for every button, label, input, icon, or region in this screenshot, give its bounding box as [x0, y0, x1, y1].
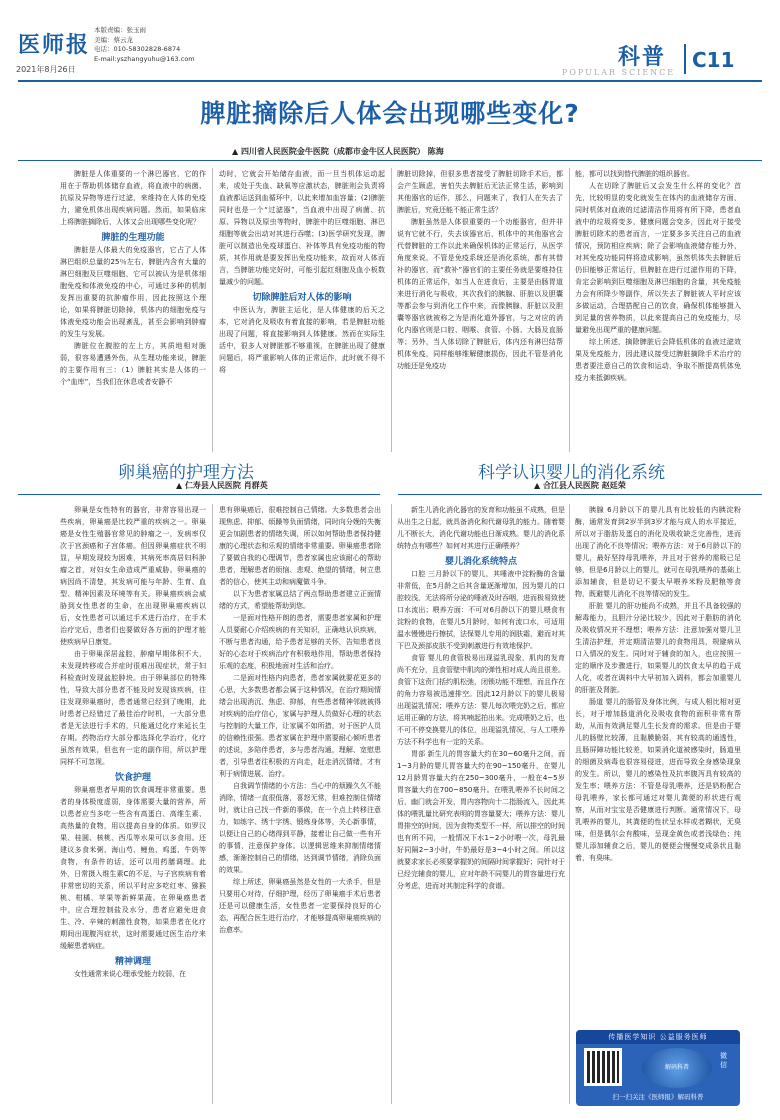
column-divider [569, 168, 570, 452]
subhead: 切除脾脏后对人体的影响 [252, 293, 352, 303]
paragraph: 脾脏是人体重要的一个淋巴器官，它的作用在于帮助机体储存血液，将血液中的病菌、抗原及异物等进行过滤，来维持在人体的免疫力，避免机体出现疾病问题。然而，如果临床上将脾脏摘除后，人体又会出现哪些变化呢？ [60, 170, 206, 226]
ad-side-label: 微信 [720, 1052, 727, 1069]
paragraph: 动时，它就会开始储存血液，而一旦当机体运动起来，或处于失血、缺氧等应激状态，脾脏则会负责将血液都运送到血循环中，以此来增加血容量；(2)脾脏同时也是一个“过滤器”，当血液中出现了病菌、抗原、异物以及原虫等物时，脾脏中的巨噬细胞、淋巴细胞等就会出动对其进行吞噬；(3)医学研究发现，脾脏可以制造出免疫球蛋白、补体等具有免疫功能的物质，其作用就是要发挥出免疫功能来，故而对人体而言，当脾脏功能完好时，可能引起红细胞及血小板数量减少的问题。 [219, 170, 385, 286]
issue-date: 2021年8月26日 [16, 65, 76, 74]
article2-rule [18, 494, 380, 495]
masthead-rule [18, 80, 762, 82]
paragraph: 脾脏切除掉，但很多患者接受了脾脏切除手术后，都会产生顾虑，害怕失去脾脏后无法正常生活，影响到其他器官的运作，那么，问题来了，我们人在失去了脾脏后，究竟还能不能正常生活？ [397, 170, 563, 214]
article1-column-3 [397, 168, 563, 452]
paragraph: 胰腺 6月龄以下的婴儿具有比较低的内胰淀粉酶，通常发育到2岁半到3岁才能与成人的水平接近，所以对于脂肪及蛋白的消化及吸收缺乏完善性，进而出现了消化不良等情况；喂养方法：对于6月龄以下的婴儿，最好坚持母乳喂养，并且对于营养的需吸已足够，但是6月龄以上的婴儿，就可在母乳喂养的基础上添加辅食，但是切记不要太早喂养米粉及肥粮等食物，既避婴儿消化不良等情况的发生。 [575, 506, 741, 598]
article3-column-1 [397, 504, 565, 1104]
article2-byline: ▲ 仁寿县人民医院 肖群英 [176, 481, 268, 490]
email: E-mail:yszhangyuhu@163.com [94, 54, 195, 63]
ad-logo-text: 解码科普 [664, 1064, 689, 1071]
article1-column-2 [219, 168, 385, 452]
article2-column-2 [219, 504, 381, 1104]
column-divider [391, 168, 392, 452]
paragraph: 肝脏 婴儿的肝功能尚不成熟，并且不具备较强的解毒能力，且胆汁分泌比较少，因此对于脂肪的消化及吸收情况并不理想；喂养方法：注意加强对婴儿卫生清洁护理，并定期清洁婴儿的食物用具，规避病从口入情况的发生。同时对于辅食的加入，也应按照一定的顺序及步骤进行，如果婴儿的饮食太早的趋于成人化，或者在调料中大早初加入调料，都会加重婴儿的肝脏及肾脏。 [575, 602, 741, 694]
paragraph: 一是面对性格开朗的患者，需要患者家属和护理人员要耐心介绍疾病的有关知识，正确地认识疾病，不断与患者沟通，给予患者足够的关怀，告知患者良好的心态对于疾病治疗有积极地作用，帮助患者保持乐观的态度，积极地面对生活和治疗。 [219, 614, 381, 670]
editor-line: 本版责编：张玉雨 [94, 26, 146, 34]
editor-line-2: 美编：蔡云龙 [94, 35, 133, 44]
paragraph: 人在切除了脾脏后又会发生什么样的变化？首先，比较明显的变化就发生在体内的血液储存方面，同时机体对血液的过滤清洁作用将有所下降，患者血液中的垃圾将变多，健康问题会变多，因此对于接受脾脏切除术的患者而言，一定要多多关注自己的血液情况，预防相应疾病；除了会影响血液储存能力外，对其免疫功能同样将造成影响，虽然机体失去脾脏后仍旧能够正常运行，但脾脏在进行过滤作用的下降，肯定会影响到巨噬细胞及淋巴细胞的含量，其免疫能力会有所降少等副作，所以失去了脾脏被人平时应该多做运动，合理搭配自己的饮食，确保机体能够摄入到足量的营养物质，以此来提高自己的免疫能力，尽量避免出现严重的健康问题。 [575, 182, 741, 334]
newspaper-logo: 医师报 [18, 32, 91, 58]
paragraph: 二是面对性格内向患者，患者家属就要花更多的心思，大多数患者都会属于这种情况，在治疗期间情绪会出现消沉、焦虑、抑郁，有些患者精神邻就被得对疾病的治疗信心，家属与护理人员做好心理的状态与控制的大量工作，让家属不如所措，对于医护人员的信赖性很强。患者家属在护理中需要耐心倾听患者的述说，多陪伴患者，多与患者沟通，理解、宽慰患者，引导患者往积极的方向走，赶走消沉情绪，才有利于病情进展、治疗。 [219, 674, 381, 778]
paragraph: 女性通常来说心理承受能力较弱，在 [74, 970, 186, 978]
paragraph: 能，都可以找到替代脾脏的组织器官。 [575, 170, 694, 178]
paragraph: 肠道 婴儿的肠管及身体比例，与成人相比相对更长，对于增加肠道消化及吸收食物的面积非常有帮助，从而有效满足婴儿生长发育的需求。但是由于婴儿的肠壁比较薄，且黏膜脆弱，其有较高的通透性，且肠屏障功能比较差，如果消化道被感染时，肠道里的细菌及病毒也很容易侵进，进而导致全身感染现象的发生。所以，婴儿的感染性及抗率腹泻具有较高的发生率；喂养方法：不管是母乳喂养，还是奶粉配合母乳喂养，家长都可通过对婴儿粪便的形状进行观察，从而对宝宝是否健康进行判断。通常情况下，母乳喂养的婴儿，其粪便的性状呈水样或者糊状，无臭味，但是偶尔会有酸味，呈现金黄色或者浅绿色；纯婴儿添加辅食之后，婴儿的便便会慢慢变成条状且黏着，有臭味。 [575, 698, 741, 862]
paragraph: 以下为患者家属总结了两点帮助患者建立正面情绪的方式，希望能帮助到您。 [219, 590, 381, 610]
qr-code-icon[interactable] [584, 1048, 622, 1086]
paragraph: 胃部 新生儿的胃容量大约在30~60毫升之间，而1~3月龄的婴儿胃容量大约在90~150毫升，在婴儿12月龄胃容量大约在250~300毫升，一般在4~5岁胃容量大约在700~850毫升。在喂乳喂养不长时间之后，幽门就会开发，胃内容物向十二指肠流入，因此其体的喂乳量比研究表明的胃容量要大；喂养方法：婴儿胃排空的时间，因为食物类型不一样，所以排空的时间也有所不同，一般情况下水1~2小时喂一次，母乳最好同隔2~3小时，牛奶最好是3~4小时之间。所以这就要求家长必须要掌握奶的间隔时间掌握好；同针对于已经完辅食的婴儿，应对年龄不同婴儿的胃容量进行充分考虑，进而对其制定科学的食谱。 [397, 750, 565, 890]
paragraph: 口腔 三月龄以下的婴儿，其唾液中淀粉酶的含量非常低，在5月龄之后其含量逐渐增加，因为婴儿的口腔较浅，无法将所分泌的唾液及时吞咽，进而极易致使口水流出；喂养方面：不可对6月龄以下的婴儿喂食有淀粉的食物，在婴儿5月龄时，如何有流口水，可适用温水慢慢进行擦拭，法保婴儿专用的润肤霜，避而对其下巴及颈部皮肤不受到刺激进行有效地保护。 [397, 570, 565, 650]
paragraph: 脾脏虽然是人体很重要的一个功能器官，但并非说有它就不行，失去该器官后，机体中的其他器官会代替脾脏的工作以此来确保机体的正常运行，从医学角度来说，不管是免疫系统还是消化系统，都有其替补的器官，而“救补”器官们的主要任务就是要维持住机体的正常运作，如当人在进食后，主要是由肠胃道来进行消化与吸收，其次我们的胰腺、肝脏以及胆囊等都会参与到消化工作中来，而像胰腺、肝脏以及胆囊等器官就被称之为是消化道外器官，与之对应的消化内器官则是口腔、咽喉、食管、小肠、大肠及直肠等；另外，当人体切除了脾脏后，体内还有淋巴结帮机体免疫，同样能够维解健康损伤，因此不管是消化功能还是免疫功 [397, 218, 563, 370]
paragraph: 卵巢癌患者早期的饮食调理非常重要。患者的身体极度虚弱，身体需要大量的营养，所以患者应当多吃一些含有高蛋白、高维生素、高热量的食物，用以提高自身的体质。如罗汉果、桂圆、核桃、西瓜等水果可以多食用。还建议多食米粥、海山芍、鲤鱼、鸡蛋、牛奶等食物，有条件的话，还可以用药膳调理。此外，日常摄入维生素C的不足，与子宫疾病有着非常密切的关系，所以平时应多吃红枣、猕猴桃、柑橘、苹果等新鲜果蔬。在卵巢癌患者中，应合理控制盐及水分，患者应避免进食生、冷、辛辣的刺激性食物，如果患者在化疗期间出现腹泻症状，这时需要通过医生治疗来缓解患者病症。 [60, 786, 206, 950]
article3-column-2 [575, 504, 741, 1024]
article3-rule [398, 494, 762, 495]
article1-rule [18, 160, 762, 161]
article2-column-1 [60, 504, 206, 1104]
science-logo-icon [642, 1048, 712, 1088]
paragraph: 食管 婴儿的食管极易出现溢乳现象，肌肉的发育尚不充分，且食管壁中肌肉的弹性相对成人尚且很差。食管下这贲门括约肌松弛，闭锁功能不理想，而且作在的角力容易被迅速排空。因此12月龄以下的婴儿极易出现溢乳情况；喂养方法：婴儿每次喂完奶之后，都应运用正确的方法，将其喃起拍出来。完成喂奶之后，也不可不停变换婴儿的体位，出现溢乳情况，与人工喂养方法不科学也有一定的关系。 [397, 654, 565, 746]
article1-byline: ▲ 四川省人民医院金牛医院（成都市金牛区人民医院） 陈海 [232, 147, 444, 156]
column-divider [212, 168, 213, 452]
paragraph: 新生儿消化消化器官的发育和功能虽不成熟，但是从出生之日起，就具备消化和代谢母乳的能力。随着婴儿不断长大，消化代谢功能也日渐成熟。婴儿的消化系统特点有哪些？如何对其进行正确喂养？ [397, 506, 565, 550]
column-divider [391, 504, 392, 1104]
article3-title: 科学认识婴儿的消化系统 [478, 463, 665, 483]
article1-column-1 [60, 168, 206, 452]
article1-title: 脾脏摘除后人体会出现哪些变化? [200, 99, 580, 128]
ad-scan-text: 扫一扫关注《医师报》解码科普 [612, 1093, 704, 1101]
article3-byline: ▲ 合江县人民医院 赵廷荣 [534, 481, 626, 490]
column-divider [212, 504, 213, 1104]
paragraph: 卵巢是女性特有的器官，非常容易出现一些疾病，卵巢癌是比较严重的疾病之一。卵巢癌是女性生殖器官常见的肿瘤之一，发病率仅次于宫颈癌和子宫体癌。但因卵巢癌症状不明显，早期发现较为困难，其病死率高居妇科肿瘤之首，对妇女生命造成严重威胁。卵巢癌的病因尚不清楚，其发病可能与年龄、生育、血型、精神因素及环境等有关。卵巢癌疾病会威胁到女性患者的生命，在出现卵巢癌疾病以后，女性患者可以通过手术进行治疗，在手术治疗完后，患者们也要做好各方面的护理才能使疾病早日康复。 [60, 506, 206, 646]
subhead: 脾脏的生理功能 [101, 233, 165, 243]
paragraph: 脾脏位在腹腔的左上方，其质地相对脆弱，很容易遭遇外伤，从生理功能来说，脾脏的主要作用有三：（1）脾脏其实是人体的一个“血库”，当我们在休息或者安静不 [60, 342, 206, 386]
promo-ad[interactable] [576, 1030, 740, 1106]
ad-banner: 传播医学知识 公益服务医师 [576, 1030, 740, 1044]
paragraph: 患有卵巢癌后，很难控制自己情绪。大多数患者会出现焦虑、抑郁、烦躁等负面情绪，同时向分娩的失衡更会加剧患者的情绪失调，所以如何帮助患者保持健康的心理状态和乐观的情绪非常重要。卵巢癌患者除了要做自我的心理调节，患者家属也应该耐心的帮助患者，理解患者的烦恼、悲观、绝望的情绪，树立患者的信心，使其主动和病魔做斗争。 [219, 506, 381, 586]
subhead: 饮食护理 [114, 773, 151, 783]
page-divider [684, 44, 686, 74]
article1-column-4 [575, 168, 741, 452]
paragraph: 综上所述，卵巢癌虽然是女性的一大杀手，但是只要用心对待，仔细护理，经历了卵巢癌手术后患者还是可以健康生活，女性患者一定要保持良好的心态，再配合医生进行治疗，才能够提高卵巢癌疾病的治愈率。 [219, 878, 381, 934]
subhead: 婴儿消化系统特点 [444, 557, 517, 567]
paragraph: 中医认为，脾脏主运化，是人体健康的后天之本，它对消化及吸收有着直接的影响，若是脾脏功能出现了问题，将直接影响到人体健康。然而在实际生活中，很多人对脾脏都不够重视，在脾脏出现了健康问题后，将严重影响人体的正常运作，此时就不得不将 [219, 306, 385, 374]
paragraph: 由于卵巢深居盆腔，肿瘤早期体积不大，未发现转移或合并症时很难出现症状，常于妇科检查时发现盆腔肿块。由于卵巢部位的特殊性，导致大部分患者不能及时发现该疾病，往往发现卵巢癌时，患者通常已经到了晚期，此时患者已经错过了最佳治疗时机，一大部分患者是无法进行手术的，只能通过化疗来延长生存期。药物治疗大部分都选择化学治疗，化疗虽然有效果，但也有一定的副作用，所以护理同样不可忽视。 [60, 650, 206, 766]
column-divider [569, 504, 570, 1104]
page-number: C11 [692, 48, 735, 72]
article2-title: 卵巢癌的护理方法 [118, 463, 254, 483]
paragraph: 自我调节情绪的小方法：当心中的烦躁久久不能消除，情绪一直很低落，喜怒无常，但难控制住情绪时，就让自己找一件新的事做，在一个点上转移注意力，如练字、绣十字绣、锻炼身体等，关心新事情，以便让自己的心绪得到平静，接着让自己做一些有开的事情，注意保护身体。以逻辑思维来抑制情绪情感，渐渐控制自己的情绪，达到调节情绪，消除负面的效果。 [219, 782, 381, 874]
paragraph: 综上所述，摘除脾脏后会降低机体的血液过滤效果及免疫能力，因此建议接受过脾脏摘除手术治疗的患者要注意自己的饮食和运动，争取不断提高机体免疫力来抵御疾病。 [575, 338, 741, 382]
paragraph: 脾脏是人体最大的免疫器官，它占了人体淋巴组织总量的25％左右，脾脏内含有大量的淋巴细胞及巨噬细胞，它可以被认为是机体细胞免疫和体液免疫的中心，可通过多种的机制发挥出重要的抗肿瘤作用，因此按照这个理论，如果将脾脏切除掉，机体内的细胞免疫与体液免疫功能会出现紊乱，甚至会影响到肿瘤的发生与发展。 [60, 246, 206, 338]
section-subtitle: POPULAR SCIENCE [562, 68, 676, 77]
section-title: 科普 [618, 45, 667, 70]
phone: 电话：010-58302828-6874 [94, 45, 181, 53]
subhead: 精神调理 [114, 957, 151, 967]
credits [94, 26, 195, 64]
masthead [0, 0, 780, 80]
